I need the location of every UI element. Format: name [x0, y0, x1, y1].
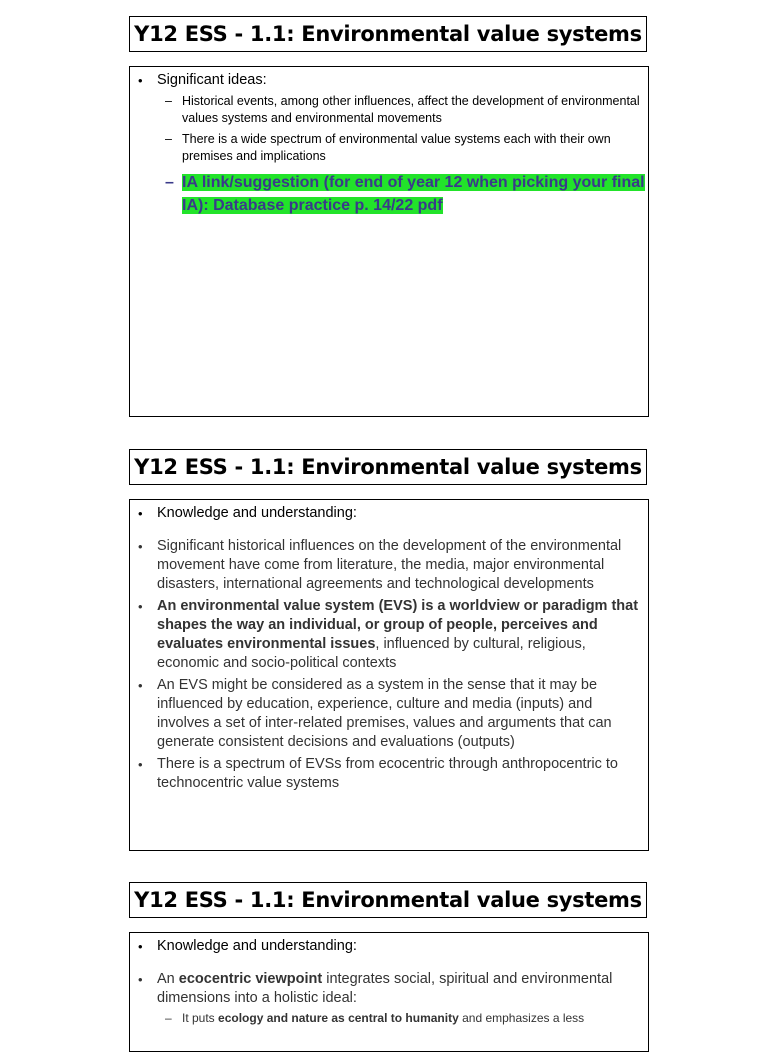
evs-definition-rest: , influenced by cultural, religious, economic and socio-political contexts: [157, 636, 586, 671]
ecocentric-pre: An: [157, 971, 179, 987]
list-item: [130, 504, 648, 523]
ia-link-item: [157, 171, 648, 217]
ia-link-highlight: IA link/suggestion (for end of year 12 when picking your final IA): Database practice p. 14/22 pdf: [182, 174, 645, 214]
knowledge-heading: Knowledge and understanding:: [157, 938, 357, 954]
sub-list-item: [157, 1010, 648, 1027]
evs-definition-bold: An environmental value system (EVS) is a worldview or paradigm that shapes the way an individual, or group of people, perceives and evaluates environmental issues: [157, 598, 639, 652]
sub-pre: It puts: [182, 1011, 219, 1025]
sub-rest: and emphasizes a less: [458, 1011, 585, 1025]
significant-ideas-heading: Significant ideas:: [157, 72, 267, 88]
slide-1-title: Y12 ESS - 1.1: Environmental value systems: [129, 16, 647, 52]
sub-bold: ecology and nature as central to humanity: [218, 1011, 459, 1025]
slide-3-content: [129, 932, 649, 1052]
ecocentric-bold: ecocentric viewpoint: [178, 971, 323, 987]
slide-2-title: Y12 ESS - 1.1: Environmental value systems: [129, 449, 647, 485]
slide-3-title: Y12 ESS - 1.1: Environmental value systems: [129, 882, 647, 918]
list-item: [130, 71, 648, 217]
ecocentric-rest: integrates social, spiritual and environmental dimensions into a holistic ideal:: [157, 971, 613, 1006]
slide-2-content: [129, 499, 649, 851]
list-item: [130, 597, 648, 673]
sub-list-item: – Historical events, among other influences, affect the development of environmental values systems and environmental movements: [157, 93, 648, 127]
slide-1-content: [129, 66, 649, 417]
list-item: • Significant historical influences on the development of the environmental movement have come from literature, the media, major environmental disasters, international agreements and technological developments: [130, 537, 648, 594]
list-item: [130, 970, 648, 1027]
list-item: [130, 937, 648, 956]
list-item: • An EVS might be considered as a system in the sense that it may be influenced by education, experience, culture and media (inputs) and involves a set of inter-related premises, values and arguments that can generate consistent decisions and evaluations (outputs): [130, 676, 648, 752]
sub-list-item: – There is a wide spectrum of environmental value systems each with their own premises and implications: [157, 131, 648, 165]
knowledge-heading: Knowledge and understanding:: [157, 505, 357, 521]
list-item: • There is a spectrum of EVSs from ecocentric through anthropocentric to technocentric value systems: [130, 755, 648, 793]
